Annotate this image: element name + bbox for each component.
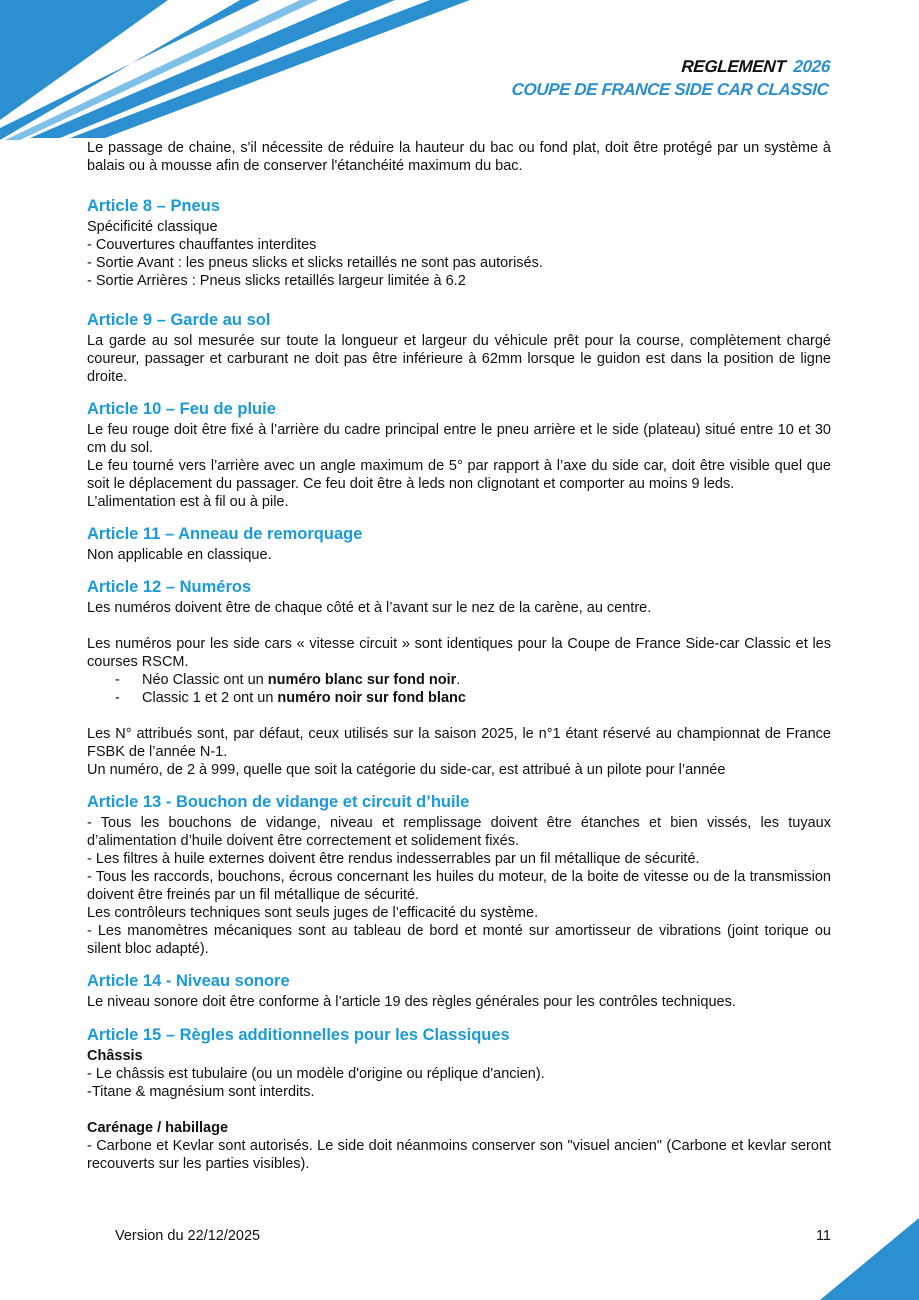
article-11-title: Article 11 – Anneau de remorquage	[87, 525, 363, 543]
number-color-list	[87, 671, 831, 707]
article-13-title: Article 13 - Bouchon de vidange et circuit d’huile	[87, 793, 470, 811]
article-12-title: Article 12 – Numéros	[87, 578, 252, 596]
article-14-text: Le niveau sonore doit être conforme à l’article 19 des règles générales pour les contrôles techniques.	[87, 994, 736, 1010]
article-13-line: Les contrôleurs techniques sont seuls juges de l’efficacité du système.	[87, 905, 539, 921]
carenage-text: - Carbone et Kevlar sont autorisés. Le side doit néanmoins conserver son "visuel ancien" (Carbone et kevlar seront recouverts sur les parties visibles).	[87, 1138, 831, 1172]
document-body	[87, 139, 831, 1173]
intro-paragraph: Le passage de chaine, s'il nécessite de réduire la hauteur du bac ou fond plat, doit être protégé par un système à balais ou à mousse afin de conserver l'étanchéité maximum du bac.	[87, 140, 831, 174]
carenage-subtitle: Carénage / habillage	[87, 1120, 229, 1136]
header-year: 2026	[792, 57, 831, 76]
article-13-line: - Les manomètres mécaniques sont au tableau de bord et monté sur amortisseur de vibrations (joint torique ou silent bloc adapté).	[87, 923, 831, 957]
article-13-line: - Tous les bouchons de vidange, niveau et remplissage doivent être étanches et bien vissés, les tuyaux d’alimentation d’huile doivent être correctement et solidement fixés.	[87, 815, 831, 849]
article-8-line: - Couvertures chauffantes interdites	[87, 237, 317, 253]
chassis-line: - Le châssis est tubulaire (ou un modèle d'origine ou réplique d'ancien).	[87, 1066, 545, 1082]
footer-version: Version du 22/12/2025	[115, 1228, 261, 1244]
list-item: - Néo Classic ont un numéro blanc sur fond noir.	[87, 671, 831, 689]
article-10	[87, 398, 831, 511]
article-11-text: Non applicable en classique.	[87, 547, 272, 563]
article-10-title: Article 10 – Feu de pluie	[87, 400, 276, 418]
article-13-line: - Les filtres à huile externes doivent être rendus indesserrables par un fil métallique de sécurité.	[87, 851, 700, 867]
article-9-title: Article 9 – Garde au sol	[87, 311, 271, 329]
article-9	[87, 309, 831, 386]
chassis-line: -Titane & magnésium sont interdits.	[87, 1084, 315, 1100]
article-13	[87, 791, 831, 958]
header-title: REGLEMENT	[680, 57, 787, 76]
article-15-title: Article 15 – Règles additionnelles pour les Classiques	[87, 1026, 510, 1044]
header-subtitle: COUPE DE FRANCE SIDE CAR CLASSIC	[511, 80, 830, 99]
list-item: - Classic 1 et 2 ont un numéro noir sur fond blanc	[87, 689, 831, 707]
article-12	[87, 576, 831, 779]
article-14-title: Article 14 - Niveau sonore	[87, 972, 290, 990]
article-12-p1: Les numéros doivent être de chaque côté et à l’avant sur le nez de la carène, au centre.	[87, 600, 652, 616]
article-10-p2: Le feu tourné vers l’arrière avec un angle maximum de 5° par rapport à l’axe du side car, doit être visible quel que soit le déplacement du passager. Ce feu doit être à leds non clignotant et comporter au moins 9 leds.	[87, 458, 831, 492]
document-header	[511, 56, 831, 102]
article-10-p1: Le feu rouge doit être fixé à l’arrière du cadre principal entre le pneu arrière et le side (plateau) situé entre 10 et 30 cm du sol.	[87, 422, 831, 456]
article-12-p2: Les numéros pour les side cars « vitesse circuit » sont identiques pour la Coupe de France Side-car Classic et les courses RSCM.	[87, 636, 831, 670]
article-12-p3: Les N° attribués sont, par défaut, ceux utilisés sur la saison 2025, le n°1 étant réservé au championnat de France FSBK de l’année N-1.	[87, 726, 831, 760]
article-8-line: - Sortie Arrières : Pneus slicks retaillés largeur limitée à 6.2	[87, 273, 466, 289]
article-11	[87, 523, 831, 564]
page-number: 11	[815, 1228, 831, 1244]
article-8-line: - Sortie Avant : les pneus slicks et slicks retaillés ne sont pas autorisés.	[87, 255, 543, 271]
article-13-line: - Tous les raccords, bouchons, écrous concernant les huiles du moteur, de la boite de vitesse ou de la transmission doivent être freinés par un fil métallique de sécurité.	[87, 869, 831, 903]
article-8	[87, 195, 831, 290]
article-12-p4: Un numéro, de 2 à 999, quelle que soit la catégorie du side-car, est attribué à un pilote pour l’année	[87, 762, 726, 778]
article-10-p3: L’alimentation est à fil ou à pile.	[87, 494, 289, 510]
article-8-line: Spécificité classique	[87, 219, 218, 235]
article-14	[87, 970, 831, 1011]
chassis-subtitle: Châssis	[87, 1048, 143, 1064]
article-15	[87, 1024, 831, 1173]
article-8-title: Article 8 – Pneus	[87, 197, 220, 215]
article-9-text: La garde au sol mesurée sur toute la longueur et largeur du véhicule prêt pour la course, complètement chargé coureur, passager et carburant ne doit pas être inférieure à 62mm lorsque le guidon est dans la position de ligne droite.	[87, 333, 831, 385]
